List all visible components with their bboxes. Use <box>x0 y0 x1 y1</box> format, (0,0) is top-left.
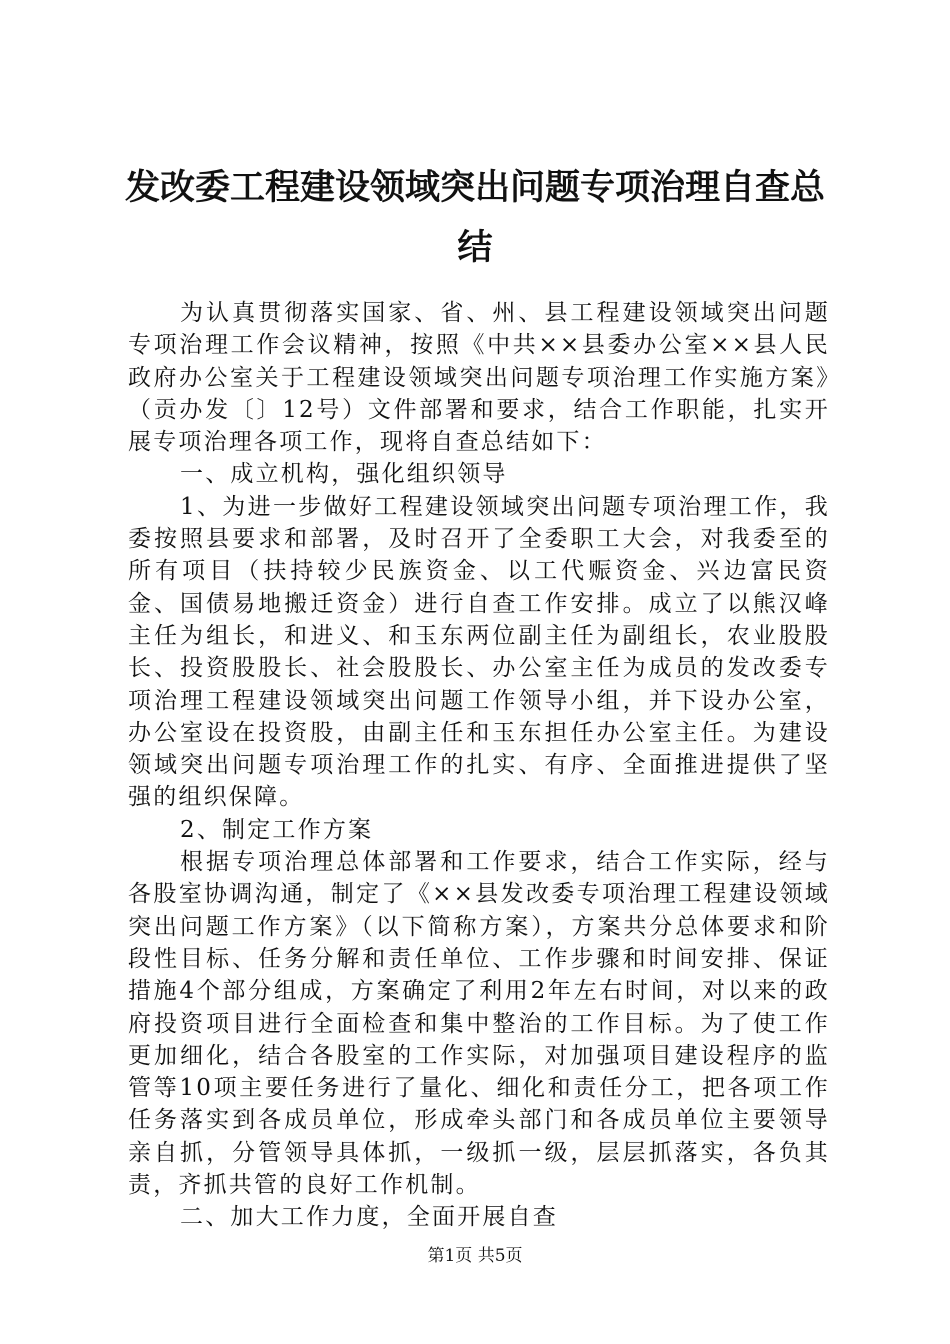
section-heading-1: 一、成立机构，强化组织领导 <box>180 461 508 488</box>
subheading-item-2: 2、制定工作方案 <box>180 816 374 843</box>
paragraph-intro: 为认真贯彻落实国家、省、州、县工程建设领域突出问题专项治理工作会议精神，按照《中共××县委办公室××县人民政府办公室关于工程建设领域突出问题专项治理工作实施方案》（贡办发〔〕12号）文件部署和要求，结合工作职能，扎实开展专项治理各项工作，现将自查总结如下： <box>128 300 830 456</box>
paragraph-work-plan: 根据专项治理总体部署和工作要求，结合工作实际，经与各股室协调沟通，制定了《××县发改委专项治理工程建设领域突出问题工作方案》（以下简称方案），方案共分总体要求和阶段性目标、任务分解和责任单位、工作步骤和时间安排、保证措施4个部分组成，方案确定了利用2年左右时间，对以来的政府投资项目进行全面检查和集中整治的工作目标。为了使工作更加细化，结合各股室的工作实际，对加强项目建设程序的监管等10项主要任务进行了量化、细化和责任分工，把各项工作任务落实到各成员单位，形成牵头部门和各成员单位主要领导亲自抓，分管领导具体抓，一级抓一级，层层抓落实，各负其责，齐抓共管的良好工作机制。 <box>128 849 830 1199</box>
paragraph-item-1: 1、为进一步做好工程建设领域突出问题专项治理工作，我委按照县要求和部署，及时召开了全委职工大会，对我委至的所有项目（扶持较少民族资金、以工代赈资金、兴边富民资金、国债易地搬迁资金）进行自查工作安排。成立了以熊汉峰主任为组长，和进义、和玉东两位副主任为副组长，农业股股长、投资股股长、社会股股长、办公室主任为成员的发改委专项治理工程建设领域突出问题工作领导小组，并下设办公室，办公室设在投资股，由副主任和玉东担任办公室主任。为建设领域突出问题专项治理工作的扎实、有序、全面推进提供了坚强的组织保障。 <box>128 493 830 811</box>
section-heading-2: 二、加大工作力度，全面开展自查 <box>180 1204 558 1231</box>
document-body <box>128 297 830 1234</box>
page-number-footer: 第1页 共5页 <box>427 1246 523 1266</box>
document-title: 发改委工程建设领域突出问题专项治理自查总结 <box>124 168 825 268</box>
